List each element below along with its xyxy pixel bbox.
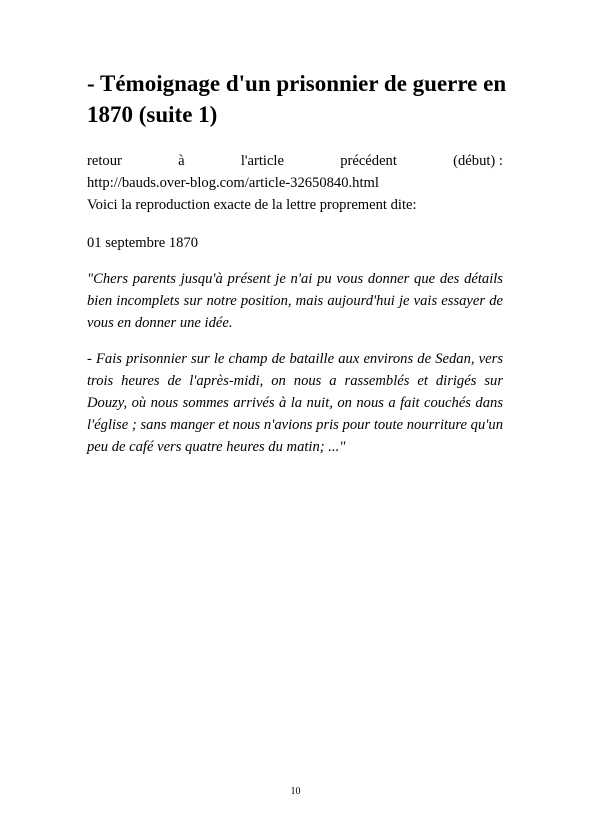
return-word: à xyxy=(178,153,185,169)
page-title: - Témoignage d'un prisonnier de guerre en 1870 (suite 1) xyxy=(87,71,507,127)
article-link[interactable]: http://bauds.over-blog.com/article-32650840.html xyxy=(87,175,379,191)
return-word: (début) : xyxy=(453,153,503,169)
return-word: retour xyxy=(87,153,122,169)
quote-paragraph: - Fais prisonnier sur le champ de bataille aux environs de Sedan, vers trois heures de l'après-midi, on nous a rassemblés et dirigés sur Douzy, où nous sommes arrivés à la nuit, on nous a fait couchés dans l'église ; sans manger et nous n'avions pris pour toute nourriture qu'un peu de café vers quatre heures du matin; ..." xyxy=(87,351,503,455)
letter-date: 01 septembre 1870 xyxy=(87,235,199,251)
intro-block xyxy=(87,150,503,216)
quote-paragraph: "Chers parents jusqu'à présent je n'ai pu vous donner que des détails bien incomplets sur notre position, mais aujourd'hui je vais essayer de vous en donner une idée. xyxy=(87,271,503,331)
return-word: l'article xyxy=(240,153,284,169)
page-number: 10 xyxy=(290,786,301,797)
return-line xyxy=(87,150,503,172)
return-word: précédent xyxy=(340,153,397,169)
intro-text: Voici la reproduction exacte de la lettre proprement dite: xyxy=(87,197,417,213)
